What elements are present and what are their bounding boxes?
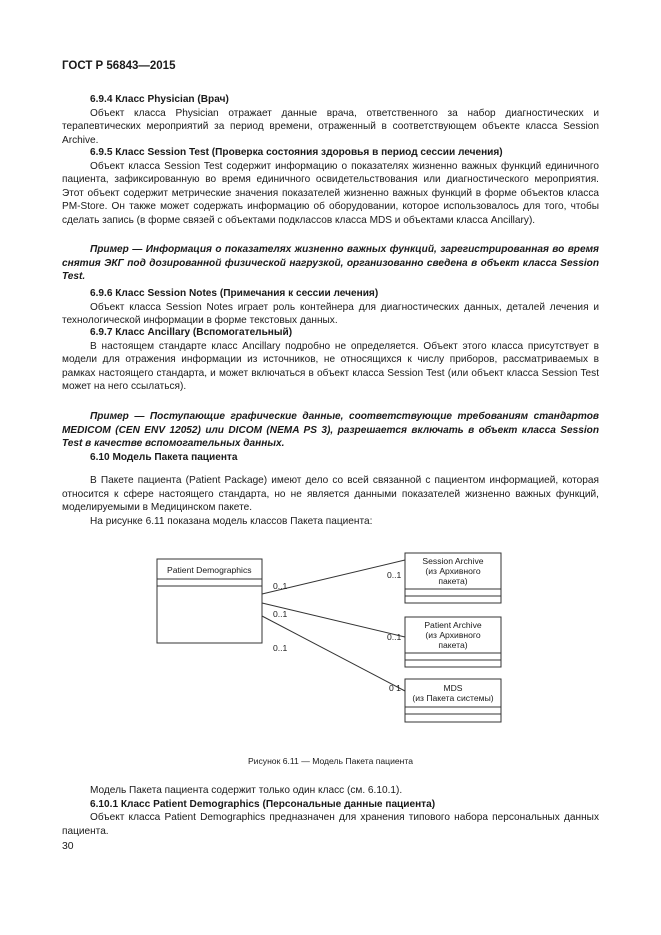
heading-6-9-4: 6.9.4 Класс Physician (Врач) [90,94,229,105]
text-6-9-6: Объект класса Session Notes играет роль контейнера для диагностических данных, деталей лечения и технологической информации в форме текстовых данных. [62,301,599,327]
section-after-figure [62,784,599,838]
association-line-mds [262,616,405,691]
class-name-patient-archive: Patient Archive [424,620,482,630]
figure-reference: На рисунке 6.11 показана модель классов Пакета пациента: [90,515,373,527]
multiplicity-far-3: 0 1 [389,683,401,693]
heading-6-9-7: 6.9.7 Класс Ancillary (Вспомогательный) [90,327,293,338]
class-package-patient-archive: (из Архивного [425,630,481,640]
heading-6-9-6: 6.9.6 Класс Session Notes (Примечания к сессии лечения) [90,288,379,299]
text-6-9-4: Объект класса Physician отражает данные врача, ответственного за набор диагностических и терапевтических мероприятий за период времени, отраженный в соответствующем объекте класса Session Archive. [62,107,599,146]
multiplicity-near-3: 0..1 [273,643,288,653]
class-name-session-archive: Session Archive [422,556,484,566]
standard-header: ГОСТ Р 56843—2015 [62,60,176,72]
heading-6-10-1: 6.10.1 Класс Patient Demographics (Персональные данные пациента) [90,798,436,810]
page-number: 30 [62,841,74,852]
text-6-10-1: Объект класса Patient Demographics предназначен для хранения типового набора персональных данных пациента. [62,812,599,837]
multiplicity-far-1: 0..1 [387,570,402,580]
example-text-6-9-5: Пример — Информация о показателях жизненно важных функций, зарегистрированная во время снятия ЭКГ под дозированной физической нагрузкой, организованно сведена в объект класса Session Test. [62,244,599,283]
class-name-patient-demographics: Patient Demographics [167,565,252,575]
multiplicity-far-2: 0..1 [387,632,402,642]
text-6-10: В Пакете пациента (Patient Package) имеют дело со всей связанной с пациентом информацией, которая относится к сфере настоящего стандарта, но не является данными показателей жизненно важных функций, моделируемыми в Медицинском пакете. [62,475,599,514]
text-6-9-5: Объект класса Session Test содержит информацию о показателях жизненно важных функций единичного пациента, зафиксированную во время единичного освидетельствования или диагностического мероприятия. Этот объект содержит метрические значения показателей жизненно важных функций в форме объектов класса PM-Store. Он также может содержать информацию об оборудовании, которое использовалось для того, чтобы сделать запись (в форме связей с объектами подклассов класса MDS и объектами класса Ancillary). [62,160,599,226]
class-package-session-archive-2: пакета) [438,576,468,586]
class-package-mds: (из Пакета системы) [412,693,494,703]
class-name-mds: MDS [443,683,463,693]
class-package-session-archive: (из Архивного [425,566,481,576]
heading-6-10: 6.10 Модель Пакета пациента [90,452,238,463]
multiplicity-near-2: 0..1 [273,609,288,619]
heading-6-9-5: 6.9.5 Класс Session Test (Проверка состояния здоровья в период сессии лечения) [90,147,503,158]
text-6-9-7: В настоящем стандарте класс Ancillary подробно не определяется. Объект этого класса присутствует в модели для отражения информации из источников, не относящихся к числу приборов, рассматриваемых в рамках настоящего стандарта, и может включаться в объект класса Session Test (или объект класса Session Test может на него ссылаться). [62,340,599,393]
multiplicity-near-1: 0..1 [273,581,288,591]
example-text-6-9-7: Пример — Поступающие графические данные, соответствующие требованиям стандартов MEDICOM (CEN ENV 12052) или DICOM (NEMA PS 3), разрешается включать в объект класса Session Test в качестве вспомогательных данных. [62,411,599,450]
figure-caption: Рисунок 6.11 — Модель Пакета пациента [247,756,414,766]
class-package-patient-archive-2: пакета) [438,640,468,650]
text-model-summary: Модель Пакета пациента содержит только один класс (см. 6.10.1). [90,785,403,796]
